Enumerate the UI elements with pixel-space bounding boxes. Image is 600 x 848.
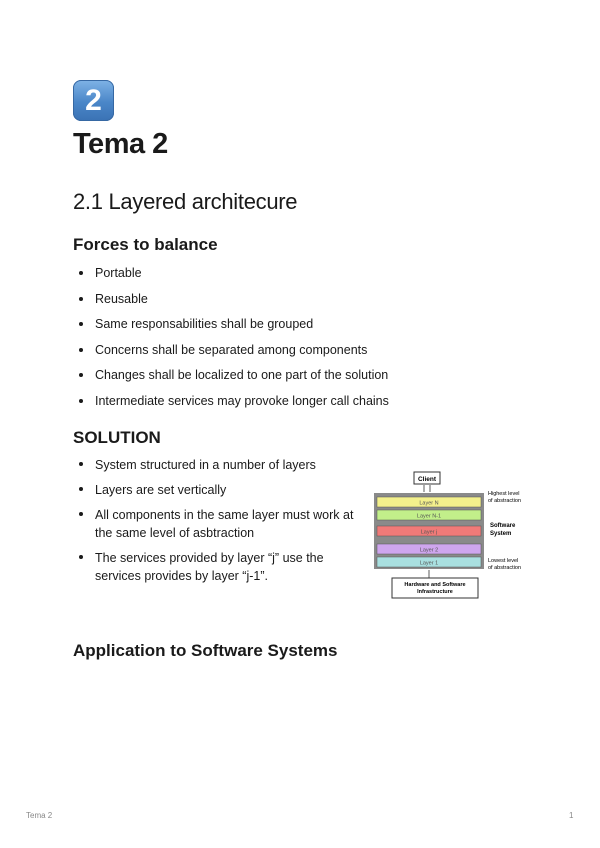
- software-system-label: Software System: [490, 523, 516, 537]
- list-item: Changes shall be localized to one part of the solution: [73, 367, 389, 393]
- list-item: Portable: [73, 265, 389, 291]
- client-label: Client: [417, 476, 437, 483]
- layer-label: Layer 1: [419, 560, 439, 567]
- list-item: The services provided by layer “j” use the services provides by layer “j-1”.: [73, 549, 363, 585]
- layer-label: Layer j: [420, 529, 438, 536]
- list-item: Same responsabilities shall be grouped: [73, 316, 389, 342]
- layer-label: Layer N-1: [416, 513, 442, 520]
- list-item: Layers are set vertically: [73, 481, 363, 499]
- layer-label: Layer N: [419, 500, 439, 507]
- solution-heading: SOLUTION: [73, 428, 161, 447]
- layered-architecture-diagram: [368, 470, 528, 600]
- list-item: All components in the same layer must work at the same level of asbtraction: [73, 506, 363, 542]
- list-item: System structured in a number of layers: [73, 456, 363, 474]
- section-heading: 2.1 Layered architecure: [73, 189, 298, 214]
- forces-list: [73, 265, 389, 418]
- page-title: Tema 2: [73, 128, 168, 160]
- infrastructure-label: Hardware and Software Infrastructure: [404, 582, 466, 595]
- page-number: 1: [569, 811, 574, 820]
- infrastructure-box: [392, 578, 478, 598]
- application-heading: Application to Software Systems: [73, 641, 338, 660]
- footer-title: Tema 2: [26, 811, 53, 820]
- forces-heading: Forces to balance: [73, 235, 218, 254]
- list-item: Concerns shall be separated among components: [73, 342, 389, 368]
- list-item: Reusable: [73, 291, 389, 317]
- highest-level-label: Highest level of abstraction: [488, 491, 522, 504]
- layer-label: Layer 2: [419, 547, 439, 554]
- list-item: Intermediate services may provoke longer call chains: [73, 393, 389, 419]
- lowest-level-label: Lowest level of abstraction: [488, 558, 522, 571]
- solution-list: [73, 456, 363, 592]
- keycap-two-icon: 2: [73, 80, 114, 121]
